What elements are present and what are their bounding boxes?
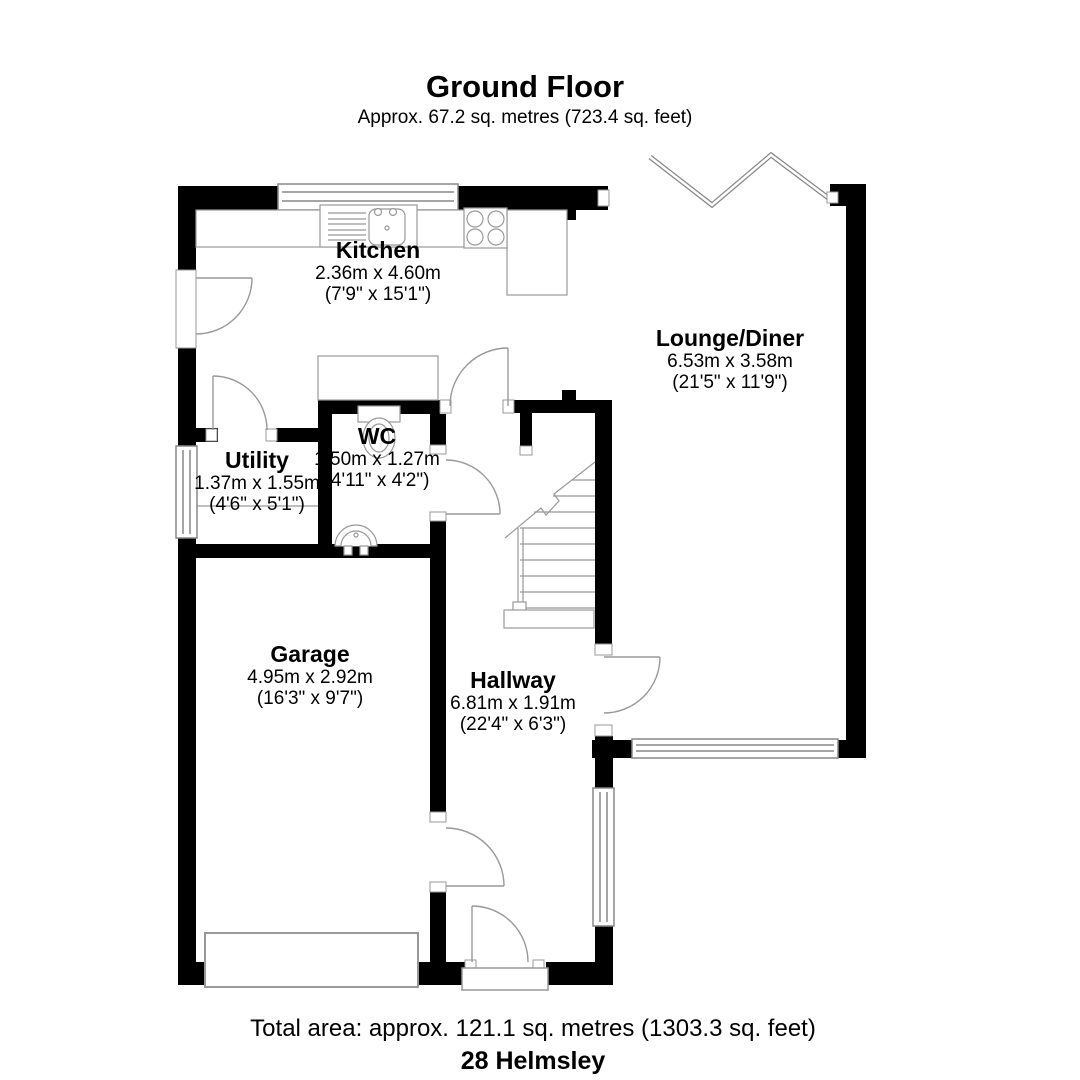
bay-window-zigzag bbox=[650, 155, 831, 205]
room-name: WC bbox=[357, 423, 397, 449]
wc-door bbox=[446, 460, 500, 514]
room-label-lounge bbox=[656, 326, 804, 393]
room-imperial-dimensions: (16'3" x 9'7") bbox=[256, 688, 364, 709]
room-imperial-dimensions: (7'9" x 15'1") bbox=[324, 284, 432, 305]
plan-header bbox=[175, 70, 875, 129]
kitchen-exterior-door bbox=[196, 278, 252, 334]
room-name: Kitchen bbox=[335, 237, 421, 263]
stair-break-line bbox=[505, 462, 595, 538]
page-subtitle: Approx. 67.2 sq. metres (723.4 sq. feet) bbox=[357, 107, 693, 128]
room-metric-dimensions: 4.95m x 2.92m bbox=[247, 667, 373, 688]
room-imperial-dimensions: (4'6" x 5'1") bbox=[209, 494, 305, 515]
storage-cupboard bbox=[318, 356, 438, 400]
room-label-utility bbox=[194, 448, 320, 515]
kitchen-hob bbox=[464, 208, 507, 248]
staircase bbox=[504, 462, 595, 628]
room-name: Garage bbox=[270, 641, 350, 667]
address: 28 Helmsley bbox=[460, 1047, 606, 1075]
room-name: Utility bbox=[225, 447, 289, 473]
total-area: Total area: approx. 121.1 sq. metres (1303.3 sq. feet) bbox=[250, 1015, 816, 1042]
room-name: Lounge/Diner bbox=[655, 325, 805, 351]
room-label-wc bbox=[314, 424, 440, 491]
room-imperial-dimensions: (4'11" x 4'2") bbox=[324, 470, 430, 491]
room-label-garage bbox=[247, 642, 373, 709]
room-imperial-dimensions: (22'4" x 6'3") bbox=[459, 714, 567, 735]
garage-door bbox=[205, 933, 418, 987]
room-label-hallway bbox=[450, 668, 576, 735]
room-metric-dimensions: 6.53m x 3.58m bbox=[667, 351, 793, 372]
walls bbox=[178, 184, 866, 985]
room-name: Hallway bbox=[470, 667, 556, 693]
lounge-door bbox=[604, 657, 660, 713]
garage-hallway-door bbox=[446, 828, 504, 886]
room-metric-dimensions: 6.81m x 1.91m bbox=[450, 693, 576, 714]
room-label-kitchen bbox=[315, 238, 441, 305]
room-imperial-dimensions: (21'5" x 11'9") bbox=[672, 372, 788, 393]
door-window-frames bbox=[176, 190, 838, 972]
plan-footer bbox=[83, 1014, 983, 1076]
front-door-threshold bbox=[462, 968, 548, 990]
front-door bbox=[472, 906, 528, 962]
utility-door bbox=[213, 376, 267, 430]
room-metric-dimensions: 2.36m x 4.60m bbox=[315, 263, 441, 284]
hallway-side-window bbox=[593, 788, 614, 926]
kitchen-hallway-door bbox=[450, 348, 508, 406]
room-metric-dimensions: 1.37m x 1.55m bbox=[194, 473, 320, 494]
room-metric-dimensions: 1.50m x 1.27m bbox=[314, 449, 440, 470]
page-title: Ground Floor bbox=[425, 69, 625, 104]
lounge-window bbox=[632, 739, 838, 758]
